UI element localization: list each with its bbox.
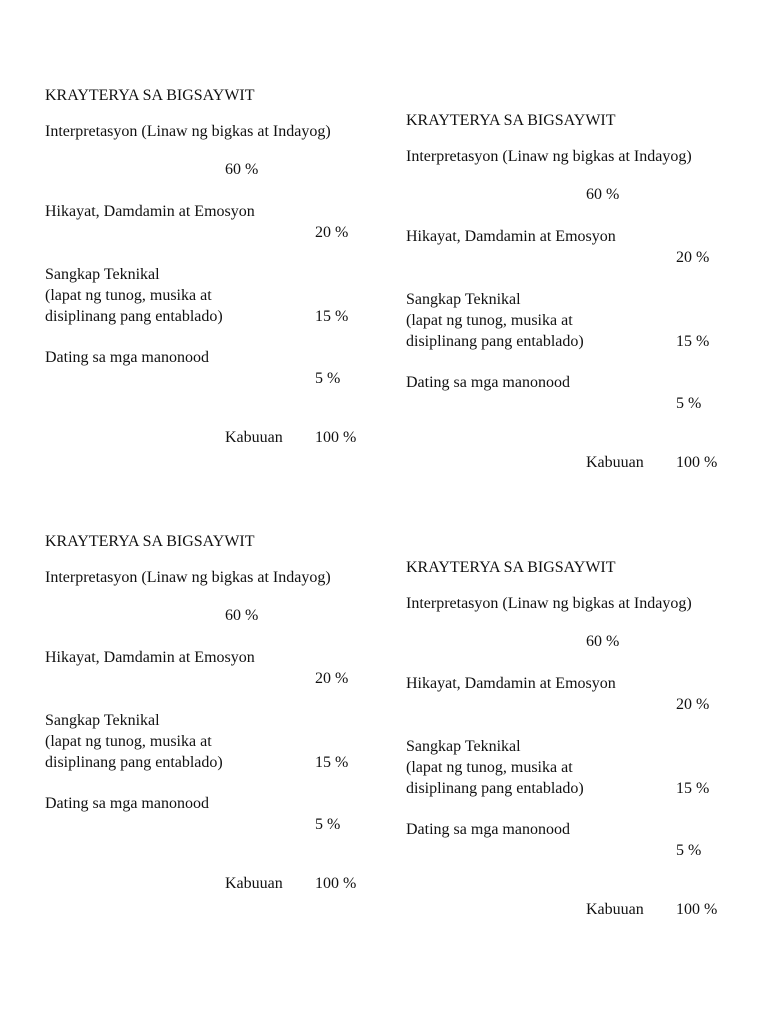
criterion-interpretasyon: Interpretasyon (Linaw ng bigkas at Indayog) bbox=[45, 123, 331, 140]
percent-hikayat: 20 % bbox=[676, 696, 710, 713]
criterion-sangkap-detail-1: (lapat ng tunog, musika at bbox=[45, 733, 212, 750]
criterion-sangkap-detail-1: (lapat ng tunog, musika at bbox=[406, 312, 573, 329]
criterion-sangkap-detail-2: disiplinang pang entablado) bbox=[406, 780, 584, 797]
criterion-sangkap-detail-2: disiplinang pang entablado) bbox=[406, 333, 584, 350]
criterion-hikayat: Hikayat, Damdamin at Emosyon bbox=[45, 649, 255, 666]
criterion-sangkap: Sangkap Teknikal bbox=[406, 738, 521, 755]
card-title: KRAYTERYA SA BIGSAYWIT bbox=[45, 533, 255, 550]
total-label: Kabuuan bbox=[225, 875, 283, 892]
criterion-sangkap: Sangkap Teknikal bbox=[45, 266, 160, 283]
card-title: KRAYTERYA SA BIGSAYWIT bbox=[406, 112, 616, 129]
total-percent: 100 % bbox=[676, 454, 718, 471]
percent-interpretasyon: 60 % bbox=[586, 633, 620, 650]
card-title: KRAYTERYA SA BIGSAYWIT bbox=[45, 87, 255, 104]
criterion-sangkap: Sangkap Teknikal bbox=[406, 291, 521, 308]
criterion-dating: Dating sa mga manonood bbox=[45, 349, 209, 366]
percent-dating: 5 % bbox=[676, 395, 702, 412]
criterion-hikayat: Hikayat, Damdamin at Emosyon bbox=[406, 675, 616, 692]
criterion-dating: Dating sa mga manonood bbox=[406, 821, 570, 838]
percent-sangkap: 15 % bbox=[315, 754, 349, 771]
percent-sangkap: 15 % bbox=[315, 308, 349, 325]
total-label: Kabuuan bbox=[225, 429, 283, 446]
percent-sangkap: 15 % bbox=[676, 780, 710, 797]
criterion-hikayat: Hikayat, Damdamin at Emosyon bbox=[406, 228, 616, 245]
criterion-dating: Dating sa mga manonood bbox=[406, 374, 570, 391]
percent-interpretasyon: 60 % bbox=[225, 607, 259, 624]
criterion-interpretasyon: Interpretasyon (Linaw ng bigkas at Indayog) bbox=[406, 595, 692, 612]
percent-hikayat: 20 % bbox=[676, 249, 710, 266]
percent-dating: 5 % bbox=[676, 842, 702, 859]
percent-interpretasyon: 60 % bbox=[225, 161, 259, 178]
criterion-interpretasyon: Interpretasyon (Linaw ng bigkas at Indayog) bbox=[45, 569, 331, 586]
criterion-hikayat: Hikayat, Damdamin at Emosyon bbox=[45, 203, 255, 220]
total-percent: 100 % bbox=[315, 875, 357, 892]
criterion-sangkap-detail-2: disiplinang pang entablado) bbox=[45, 308, 223, 325]
criterion-sangkap: Sangkap Teknikal bbox=[45, 712, 160, 729]
total-label: Kabuuan bbox=[586, 454, 644, 471]
criterion-interpretasyon: Interpretasyon (Linaw ng bigkas at Indayog) bbox=[406, 148, 692, 165]
card-title: KRAYTERYA SA BIGSAYWIT bbox=[406, 559, 616, 576]
total-percent: 100 % bbox=[676, 901, 718, 918]
percent-sangkap: 15 % bbox=[676, 333, 710, 350]
percent-hikayat: 20 % bbox=[315, 670, 349, 687]
criterion-dating: Dating sa mga manonood bbox=[45, 795, 209, 812]
percent-interpretasyon: 60 % bbox=[586, 186, 620, 203]
criterion-sangkap-detail-2: disiplinang pang entablado) bbox=[45, 754, 223, 771]
criteria-card bbox=[406, 110, 746, 490]
percent-dating: 5 % bbox=[315, 816, 341, 833]
criteria-card bbox=[45, 85, 385, 465]
criterion-sangkap-detail-1: (lapat ng tunog, musika at bbox=[406, 759, 573, 776]
total-percent: 100 % bbox=[315, 429, 357, 446]
percent-dating: 5 % bbox=[315, 370, 341, 387]
percent-hikayat: 20 % bbox=[315, 224, 349, 241]
total-label: Kabuuan bbox=[586, 901, 644, 918]
criterion-sangkap-detail-1: (lapat ng tunog, musika at bbox=[45, 287, 212, 304]
criteria-card bbox=[406, 557, 746, 937]
criteria-card bbox=[45, 531, 385, 911]
